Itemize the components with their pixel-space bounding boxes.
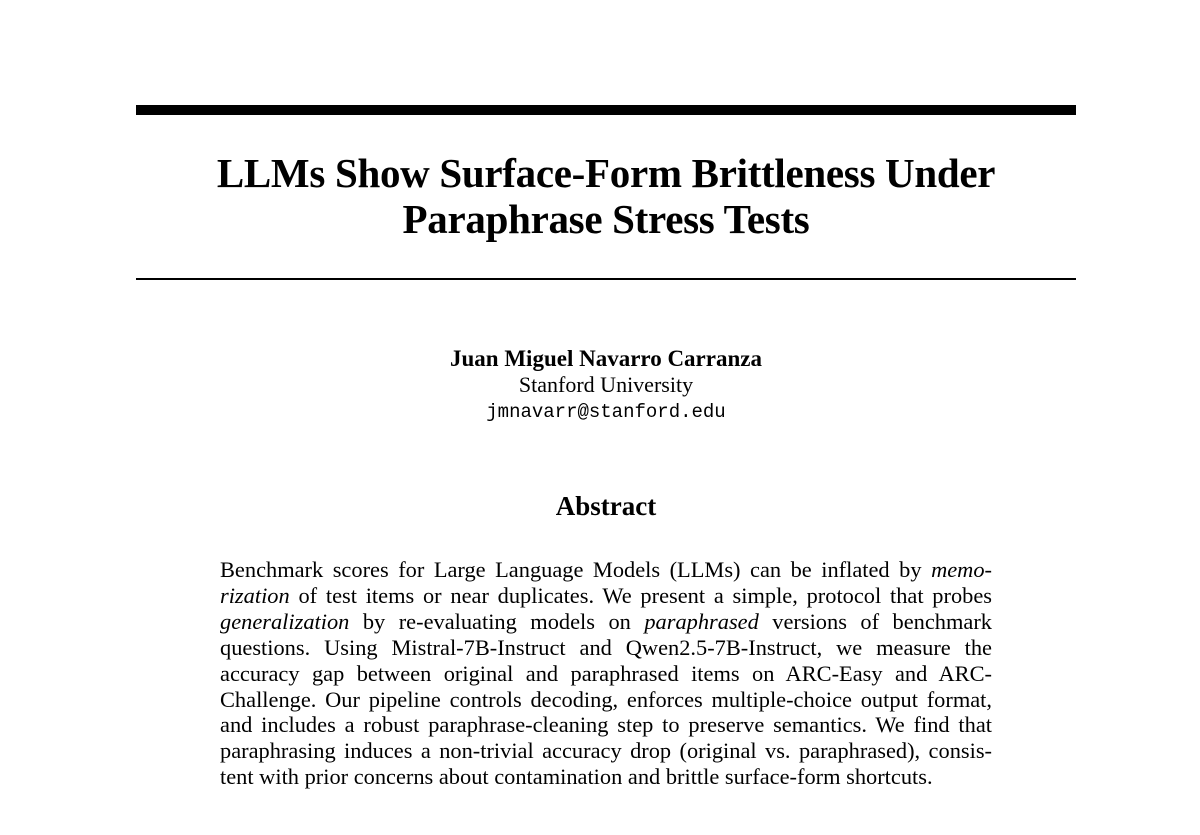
abstract-line: questions. Using Mistral-7B-Instruct and Qwen2.5-7B-Instruct, we measure the bbox=[220, 634, 992, 660]
abstract-line: and includes a robust paraphrase-cleaning step to preserve semantics. We find that bbox=[220, 712, 992, 738]
abstract-line: paraphrasing induces a non-trivial accuracy drop (original vs. paraphrased), consis- bbox=[220, 738, 992, 764]
title-line-1: LLMs Show Surface-Form Brittleness Under bbox=[216, 150, 996, 196]
abstract-line bbox=[220, 609, 992, 635]
abstract-text: Benchmark scores for Large Language Models (LLMs) can be inflated by bbox=[220, 557, 932, 582]
abstract-line: Challenge. Our pipeline controls decoding, enforces multiple-choice output format, bbox=[220, 686, 992, 712]
abstract-body bbox=[220, 557, 992, 790]
author-email: jmnavarr@stanford.edu bbox=[486, 401, 726, 423]
paper-title bbox=[136, 150, 1076, 242]
abstract-line bbox=[220, 557, 992, 583]
title-bottom-rule bbox=[136, 278, 1076, 280]
abstract-line bbox=[220, 583, 992, 609]
abstract-text: by re-evaluating models on bbox=[349, 608, 645, 634]
abstract-emphasis: generalization bbox=[220, 608, 350, 634]
abstract-line: tent with prior concerns about contamination and brittle surface-form shortcuts. bbox=[220, 764, 933, 790]
abstract-text: of test items or near duplicates. We present a simple, protocol that probes bbox=[289, 582, 992, 608]
abstract-emphasis: rization bbox=[220, 582, 290, 608]
author-name: Juan Miguel Navarro Carranza bbox=[450, 346, 762, 371]
abstract-text: versions of benchmark bbox=[758, 608, 992, 634]
title-line-2: Paraphrase Stress Tests bbox=[402, 196, 810, 242]
abstract-line: accuracy gap between original and paraphrased items on ARC-Easy and ARC- bbox=[220, 660, 992, 686]
abstract-emphasis: paraphrased bbox=[644, 608, 759, 634]
top-thick-rule bbox=[136, 105, 1076, 115]
abstract-heading: Abstract bbox=[555, 491, 657, 521]
author-affiliation: Stanford University bbox=[518, 372, 694, 397]
abstract-emphasis: memo- bbox=[931, 557, 992, 582]
author-block bbox=[136, 345, 1076, 426]
